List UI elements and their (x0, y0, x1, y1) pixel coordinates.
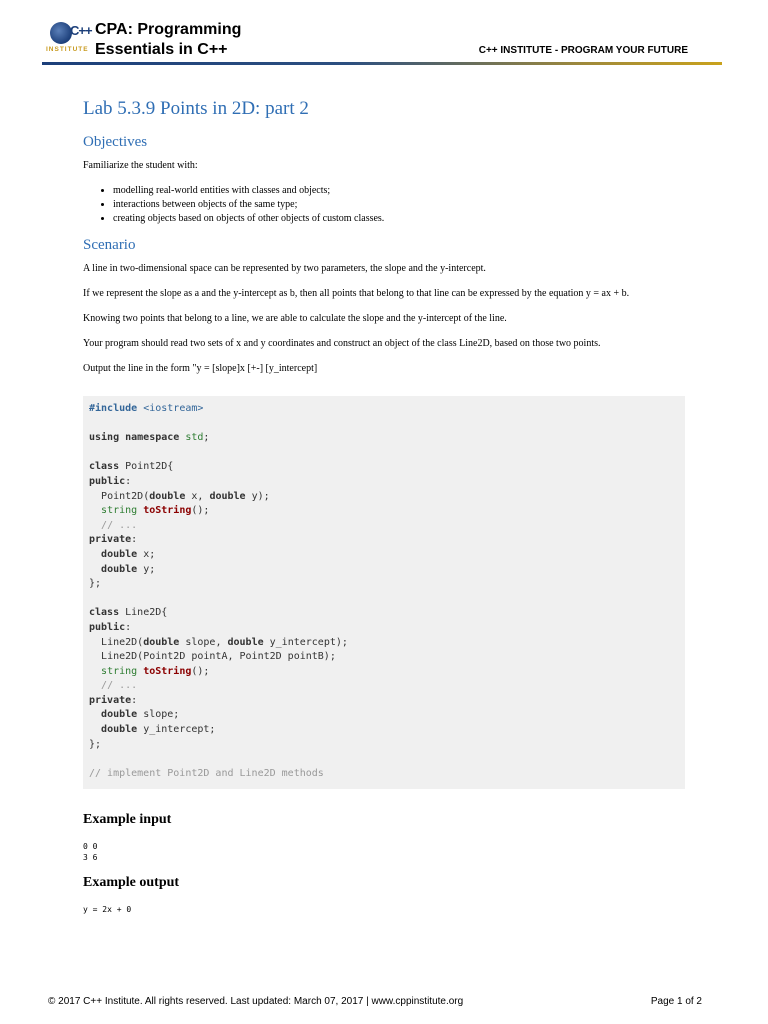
code-line (89, 694, 679, 709)
header-divider (42, 62, 722, 65)
code-line (89, 665, 679, 680)
objectives-list (83, 184, 685, 226)
objectives-heading: Objectives (83, 134, 148, 150)
code-token: toString (143, 665, 192, 677)
code-token: double (209, 490, 246, 502)
code-token: }; (89, 738, 102, 750)
footer-copyright: © 2017 C++ Institute. All rights reserved. Last updated: March 07, 2017 | www.cppinstitute.org (48, 996, 464, 1007)
code-token: public (89, 475, 126, 487)
code-token: y_intercept); (263, 636, 348, 648)
code-token: : (131, 694, 138, 706)
code-line (89, 606, 679, 621)
code-token: double (101, 548, 138, 560)
code-token: : (125, 475, 132, 487)
code-token: double (101, 563, 138, 575)
logo-text: INSTITUTE (46, 46, 89, 53)
code-line (89, 752, 679, 767)
code-line (89, 417, 679, 432)
code-token: Line2D(Point2D pointA, Point2D pointB); (101, 651, 336, 663)
code-token: x, (185, 490, 210, 502)
objectives-intro: Familiarize the student with: (83, 160, 198, 171)
code-token: <iostream> (143, 403, 204, 414)
code-token: : (131, 534, 138, 546)
code-line (89, 708, 679, 723)
page-header (0, 0, 768, 72)
code-token: Line2D( (101, 636, 144, 648)
code-line (89, 679, 679, 694)
scenario-paragraph: Your program should read two sets of x and y coordinates and construct an object of the class Line2D, based on those two points. (83, 338, 601, 349)
code-line (89, 636, 679, 651)
code-line (89, 446, 679, 461)
code-token: Point2D( (101, 490, 150, 502)
objective-item: • modelling real-world entities with classes and objects; (113, 184, 685, 198)
code-token: private (89, 534, 132, 546)
code-line (89, 577, 679, 592)
code-token: double (143, 636, 180, 648)
code-line (89, 533, 679, 548)
code-line (89, 650, 679, 665)
code-token: y_intercept; (137, 724, 216, 736)
logo-mark: C++ (70, 23, 92, 38)
code-line (89, 738, 679, 753)
code-token: class (89, 607, 120, 619)
code-block (83, 396, 685, 789)
code-token: ; (203, 432, 210, 444)
code-line (89, 431, 679, 446)
code-token: string (101, 665, 138, 677)
cpp-institute-logo (46, 20, 94, 58)
code-token: (); (191, 665, 210, 677)
code-line (89, 548, 679, 563)
example-input-heading: Example input (83, 812, 172, 827)
header-tagline: C++ INSTITUTE - PROGRAM YOUR FUTURE (478, 45, 688, 56)
course-title-line2: Essentials in C++ (95, 41, 228, 58)
example-output-heading: Example output (83, 875, 180, 890)
code-line (89, 621, 679, 636)
code-line (89, 402, 679, 417)
code-line (89, 563, 679, 578)
code-line (89, 490, 679, 505)
objective-item: • creating objects based on objects of other objects of custom classes. (113, 212, 685, 226)
page-footer (48, 996, 702, 1007)
scenario-heading: Scenario (83, 237, 136, 253)
scenario-paragraph: If we represent the slope as a and the y-intercept as b, then all points that belong to that line can be expressed by the equation y = ax + b. (83, 288, 630, 299)
code-token: // ... (101, 680, 138, 692)
course-title (95, 20, 241, 60)
code-token: double (149, 490, 186, 502)
code-token: double (101, 724, 138, 736)
lab-title: Lab 5.3.9 Points in 2D: part 2 (83, 98, 309, 119)
scenario-paragraph: A line in two-dimensional space can be represented by two parameters, the slope and the y-intercept. (83, 263, 486, 274)
example-output: y = 2x + 0 (83, 905, 132, 914)
code-token: y; (137, 563, 156, 575)
code-token: toString (143, 505, 192, 517)
code-line (89, 592, 679, 607)
code-token: std (185, 432, 204, 444)
code-token: slope, (179, 636, 228, 648)
code-line (89, 519, 679, 534)
code-token: class (89, 461, 120, 473)
lab-content (83, 96, 685, 926)
code-token: (); (191, 505, 210, 517)
code-token: using namespace (89, 432, 180, 444)
code-line (89, 767, 679, 782)
code-token: y); (245, 490, 270, 502)
code-token: #include (89, 403, 138, 414)
example-input: 0 0 3 6 (83, 842, 98, 862)
code-token: slope; (137, 709, 180, 721)
code-line (89, 475, 679, 490)
scenario-paragraph: Knowing two points that belong to a line, we are able to calculate the slope and the y-intercept of the line. (83, 313, 507, 324)
page-number: Page 1 of 2 (650, 996, 702, 1007)
code-token: // ... (101, 519, 138, 531)
code-token: : (125, 621, 132, 633)
code-token: x; (137, 548, 156, 560)
code-line (89, 504, 679, 519)
code-line (89, 723, 679, 738)
course-title-line1: CPA: Programming (95, 21, 242, 38)
code-token: // implement Point2D and Line2D methods (89, 767, 324, 779)
code-line (89, 460, 679, 475)
code-token: Point2D{ (125, 461, 174, 473)
code-token: private (89, 694, 132, 706)
objective-item: • interactions between objects of the same type; (113, 198, 685, 212)
code-token: double (227, 636, 264, 648)
globe-icon (50, 22, 72, 44)
scenario-paragraph: Output the line in the form "y = [slope]x [+-] [y_intercept] (83, 363, 318, 374)
code-token: }; (89, 578, 102, 590)
code-token: public (89, 621, 126, 633)
code-token: double (101, 709, 138, 721)
code-token: string (101, 505, 138, 517)
code-token: Line2D{ (125, 607, 168, 619)
